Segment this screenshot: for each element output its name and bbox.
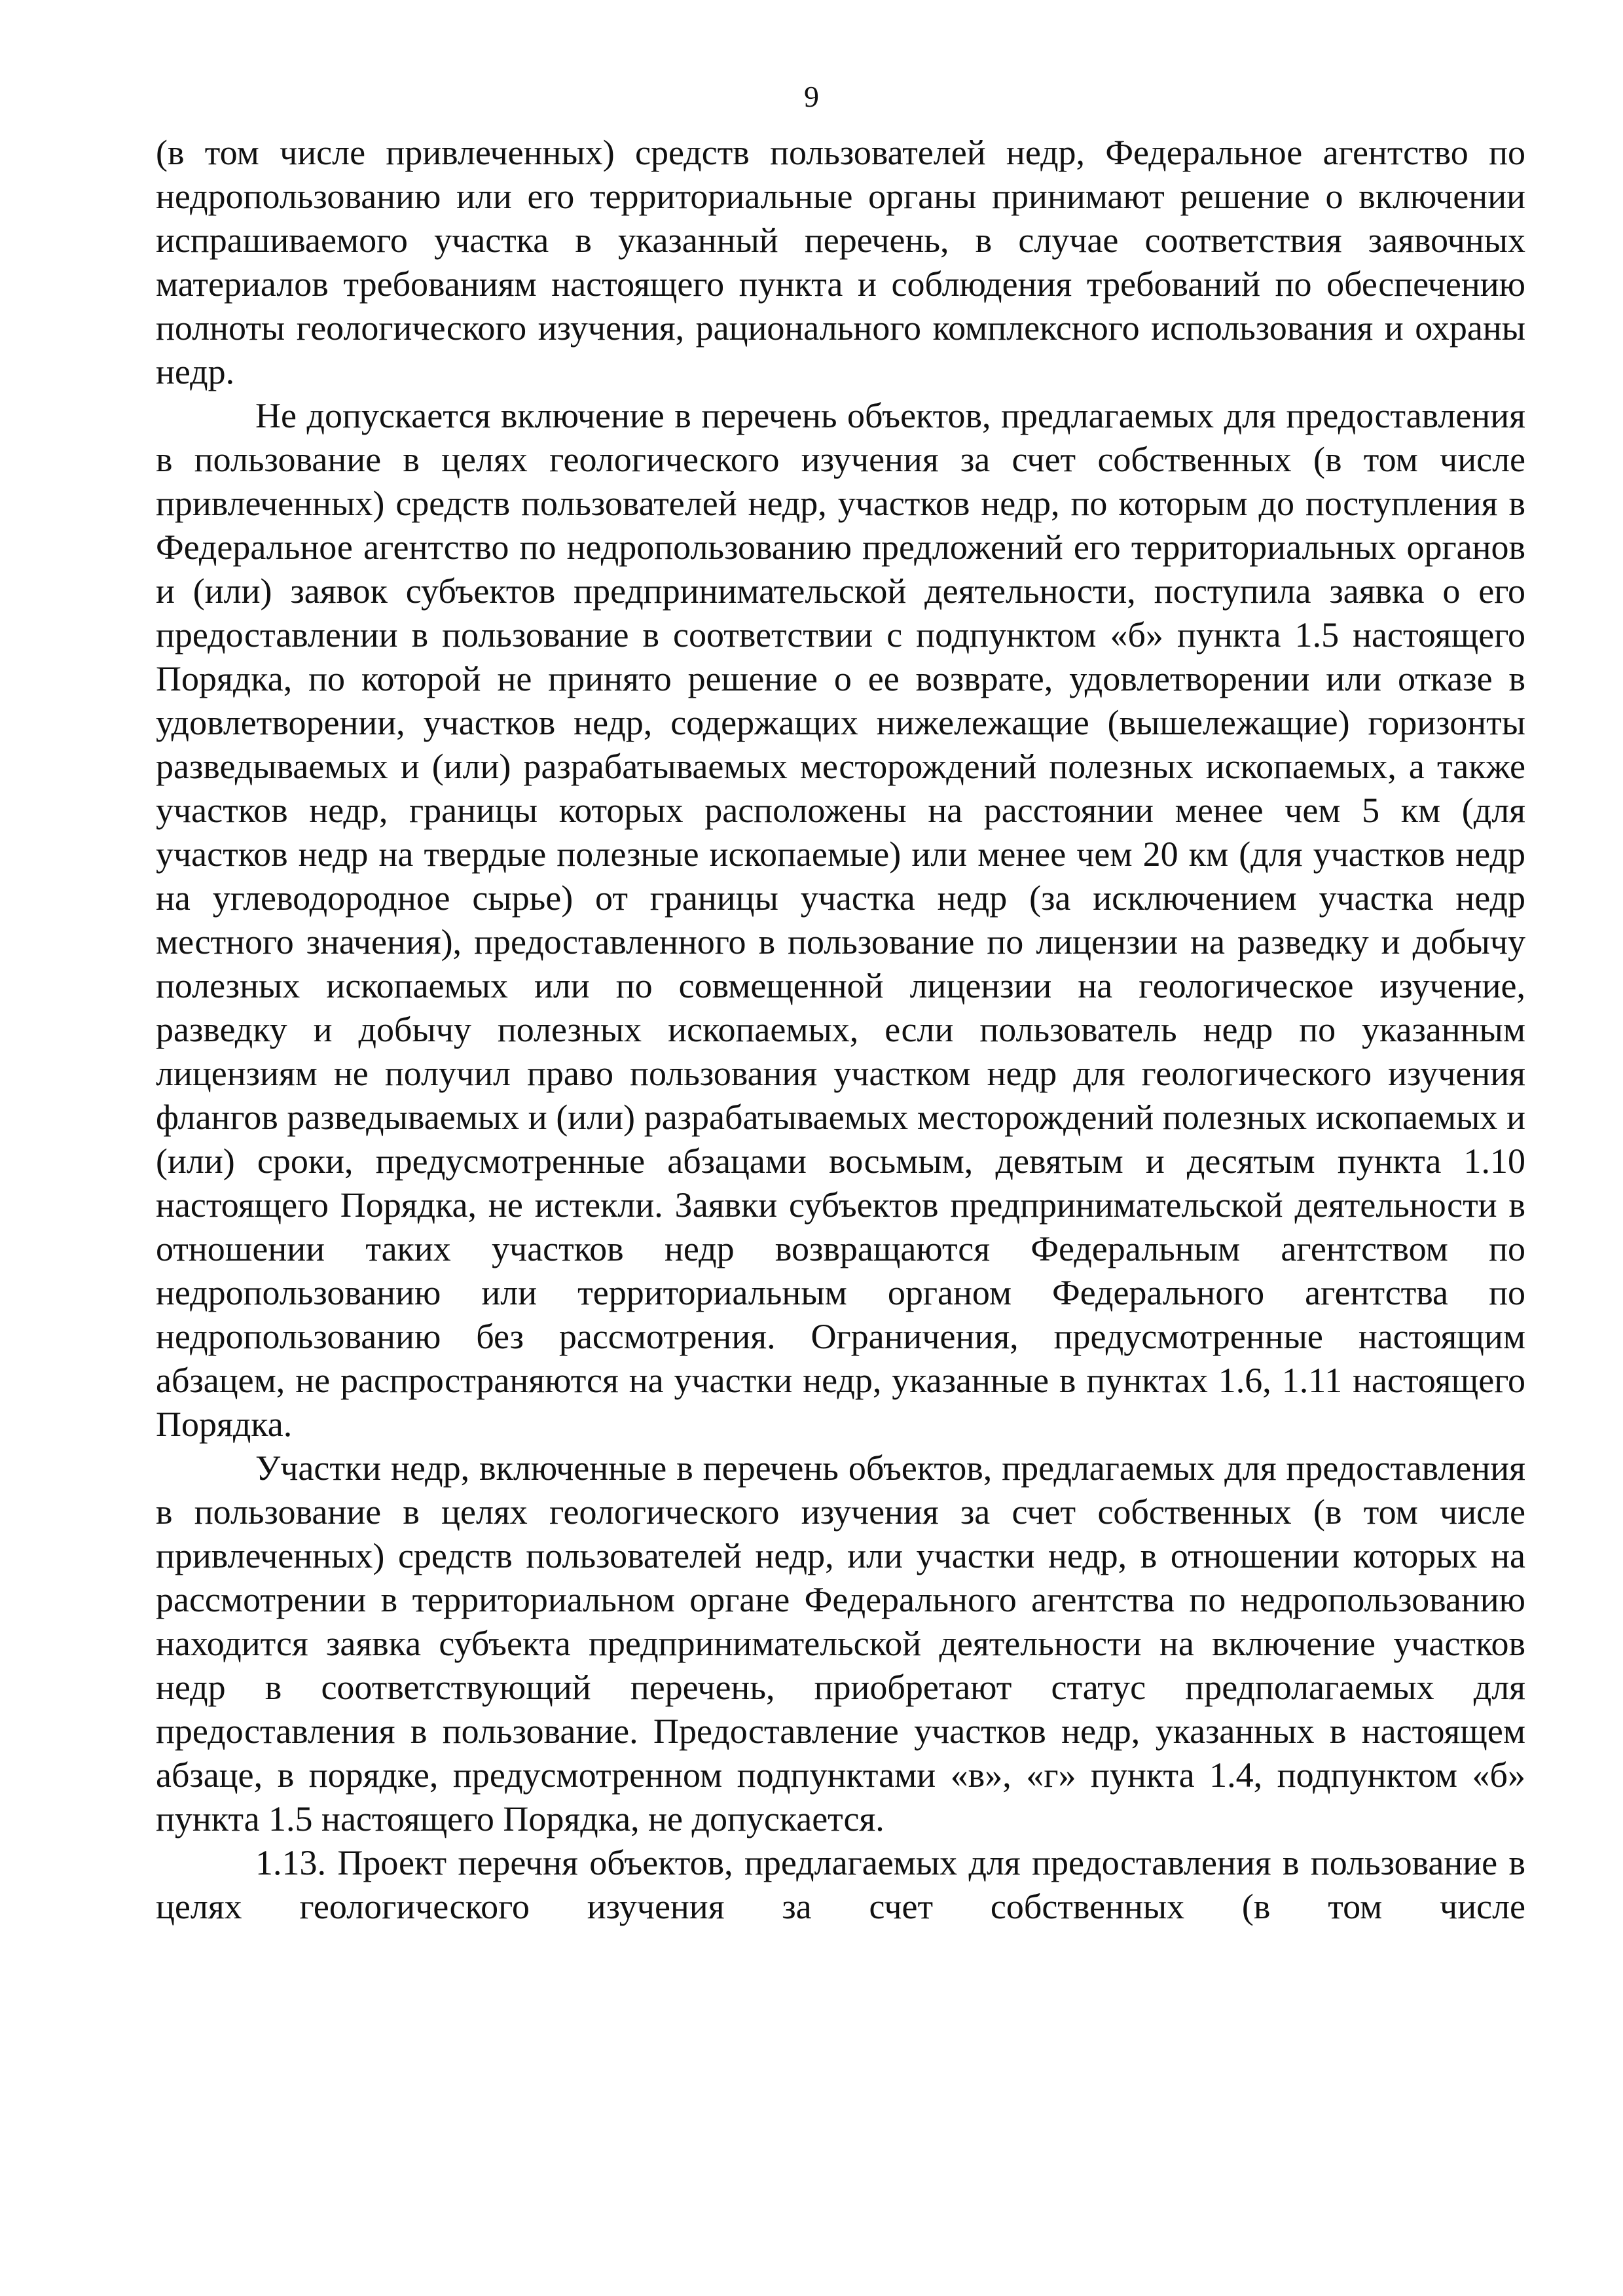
document-body <box>156 131 1525 1929</box>
page-number: 9 <box>804 80 819 113</box>
paragraph-continuation: (в том числе привлеченных) средств пользователей недр, Федеральное агентство по недропользованию или его территориальные органы принимают решение о включении испрашиваемого участка в указанный перечень, в случае соответствия заявочных материалов требованиям настоящего пункта и соблюдения требований по обеспечению полноты геологического изучения, рационального комплексного использования и охраны недр. <box>156 133 1525 391</box>
paragraph-status: Участки недр, включенные в перечень объектов, предлагаемых для предоставления в пользование в целях геологического изучения за счет собственных (в том числе привлеченных) средств пользователей недр, или участки недр, в отношении которых на рассмотрении в территориальном органе Федерального агентства по недропользованию находится заявка субъекта предпринимательской деятельности на включение участков недр в соответствующий перечень, приобретают статус предполагаемых для предоставления в пользование. Предоставление участков недр, указанных в настоящем абзаце, в порядке, предусмотренном подпунктами «в», «г» пункта 1.4, подпунктом «б» пункта 1.5 настоящего Порядка, не допускается. <box>156 1448 1525 1839</box>
paragraph-clause-1-13: 1.13. Проект перечня объектов, предлагаемых для предоставления в пользование в целях геологического изучения за счет собственных (в том числе <box>156 1843 1525 1926</box>
paragraph-restrictions: Не допускается включение в перечень объектов, предлагаемых для предоставления в пользование в целях геологического изучения за счет собственных (в том числе привлеченных) средств пользователей недр, участков недр, по которым до поступления в Федеральное агентство по недропользованию предложений его территориальных органов и (или) заявок субъектов предпринимательской деятельности, поступила заявка о его предоставлении в пользование в соответствии с подпунктом «б» пункта 1.5 настоящего Порядка, по которой не принято решение о ее возврате, удовлетворении или отказе в удовлетворении, участков недр, содержащих нижележащие (вышележащие) горизонты разведываемых и (или) разрабатываемых месторождений полезных ископаемых, а также участков недр, границы которых расположены на расстоянии менее чем 5 км (для участков недр на твердые полезные ископаемые) или менее чем 20 км (для участков недр на углеводородное сырье) от границы участка недр (за исключением участка недр местного значения), предоставленного в пользование по лицензии на разведку и добычу полезных ископаемых или по совмещенной лицензии на геологическое изучение, разведку и добычу полезных ископаемых, если пользователь недр по указанным лицензиям не получил право пользования участком недр для геологического изучения флангов разведываемых и (или) разрабатываемых месторождений полезных ископаемых и (или) сроки, предусмотренные абзацами восьмым, девятым и десятым пункта 1.10 настоящего Порядка, не истекли. Заявки субъектов предпринимательской деятельности в отношении таких участков недр возвращаются Федеральным агентством по недропользованию или территориальным органом Федерального агентства по недропользованию без рассмотрения. Ограничения, предусмотренные настоящим абзацем, не распространяются на участки недр, указанные в пунктах 1.6, 1.11 настоящего Порядка. <box>156 396 1525 1444</box>
